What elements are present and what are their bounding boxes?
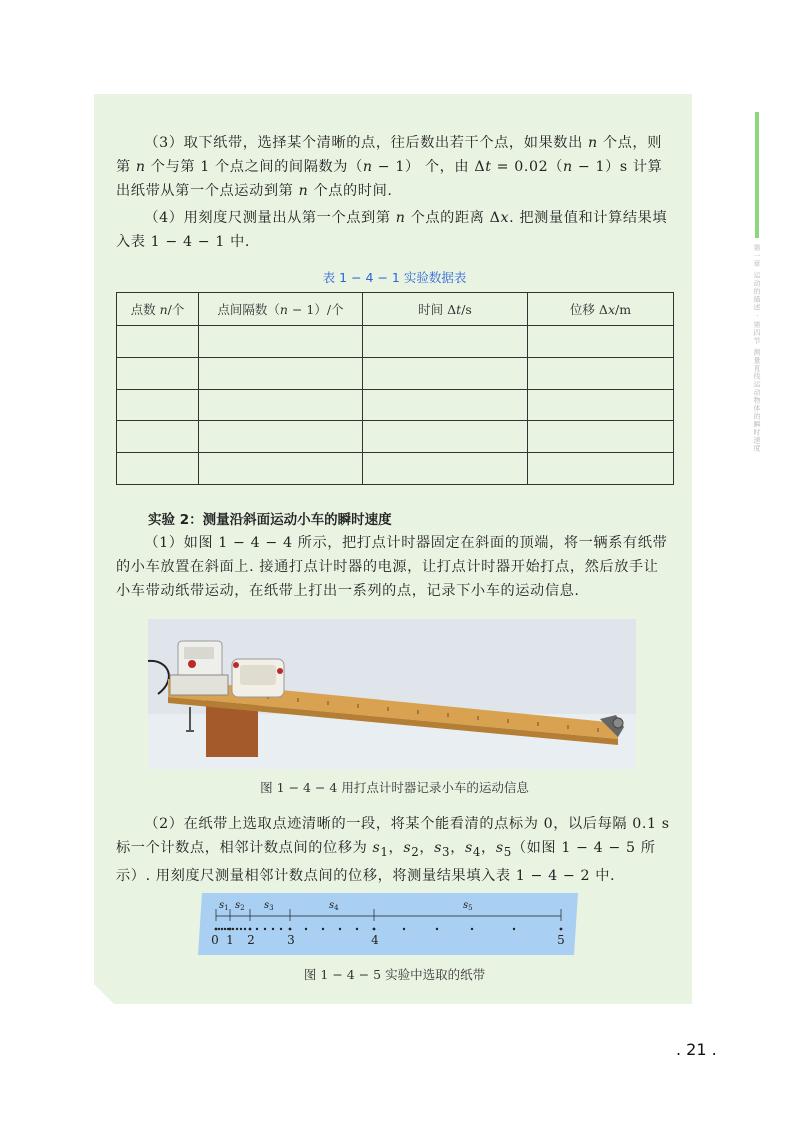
page-number: . 21 . — [676, 1040, 717, 1059]
table-cell — [117, 421, 199, 453]
header-points: 点数 n/个 — [117, 293, 199, 326]
figure-5-caption: 图 1 − 4 − 5 实验中选取的纸带 — [303, 967, 486, 982]
table-row — [117, 389, 674, 421]
table-row — [117, 453, 674, 485]
table-cell — [528, 357, 674, 389]
header-intervals: 点间隔数（n − 1）/个 — [199, 293, 363, 326]
tape-point-5: 5 — [557, 933, 565, 947]
incline-cart-photo — [148, 619, 636, 769]
table-cell — [528, 421, 674, 453]
data-table — [116, 292, 674, 485]
figure-4-caption: 图 1 − 4 − 4 用打点计时器记录小车的运动信息 — [260, 780, 529, 795]
table-row — [117, 357, 674, 389]
table-header-row — [117, 293, 674, 326]
tape-point-1: 1 — [226, 933, 234, 947]
table-cell — [199, 421, 363, 453]
table-cell — [528, 389, 674, 421]
table-cell — [363, 357, 528, 389]
paper-tape-diagram — [198, 891, 582, 957]
tape-label-s5: $s_5$ — [463, 900, 473, 912]
tape-label-s2: $s_2$ — [235, 900, 245, 912]
table-row — [117, 421, 674, 453]
tape-point-4: 4 — [371, 933, 379, 947]
tape-point-0: 0 — [211, 933, 219, 947]
table-cell — [199, 453, 363, 485]
paragraph-exp2-step-2: （2）在纸带上选取点迹清晰的一段，将某个能看清的点标为 0，以后每隔 0.1 s 标一个计数点，相邻计数点间的位移为 $s_1$，$s_2$，$s_3$，$s_4$，$s_5$（如图 1 − 4 − 5 所示）. 用刻度尺测量相邻计数点间的位移，将测量结果填入表 1 − 4 − 2 中. — [116, 816, 670, 884]
table-cell — [363, 389, 528, 421]
table-cell — [199, 389, 363, 421]
tape-label-s3: $s_3$ — [264, 900, 274, 912]
experiment-2-heading: 实验 2：测量沿斜面运动小车的瞬时速度 — [148, 512, 392, 528]
header-displacement: 位移 Δx/m — [528, 293, 674, 326]
paragraph-step-4: （4）用刻度尺测量出从第一个点到第 n 个点的距离 Δx. 把测量值和计算结果填入表 1 − 4 − 1 中. — [116, 210, 668, 250]
table-cell — [117, 357, 199, 389]
table-cell — [363, 453, 528, 485]
header-time: 时间 Δt/s — [363, 293, 528, 326]
tape-label-s1: $s_1$ — [219, 900, 229, 912]
table-cell — [117, 453, 199, 485]
table-cell — [363, 421, 528, 453]
table-cell — [528, 326, 674, 358]
chapter-side-text: 第一章 运动的描述 · 第四节 测量直线运动物体的瞬时速度 — [753, 244, 761, 453]
paragraph-exp2-step-1: （1）如图 1 − 4 − 4 所示，把打点计时器固定在斜面的顶端，将一辆系有纸带的小车放置在斜面上. 接通打点计时器的电源，让打点计时器开始打点，然后放手让小车带动纸带运动，在纸带上打出一系列的点，记录下小车的运动信息. — [116, 535, 668, 599]
table-caption: 表 1 − 4 − 1 实验数据表 — [322, 270, 467, 285]
table-cell — [199, 357, 363, 389]
chapter-side-bar — [755, 112, 759, 238]
paragraph-step-3: （3）取下纸带，选择某个清晰的点，往后数出若干个点，如果数出 n 个点，则第 n 个与第 1 个点之间的间隔数为（n − 1） 个，由 Δt = 0.02（n − 1）s 计算出纸带从第一个点运动到第 n 个点的时间. — [116, 135, 663, 199]
tape-label-s4: $s_4$ — [329, 900, 339, 912]
table-cell — [528, 453, 674, 485]
table-cell — [363, 326, 528, 358]
tape-point-2: 2 — [247, 933, 255, 947]
tape-point-3: 3 — [287, 933, 295, 947]
table-row — [117, 326, 674, 358]
table-cell — [117, 326, 199, 358]
table-cell — [199, 326, 363, 358]
table-cell — [117, 389, 199, 421]
